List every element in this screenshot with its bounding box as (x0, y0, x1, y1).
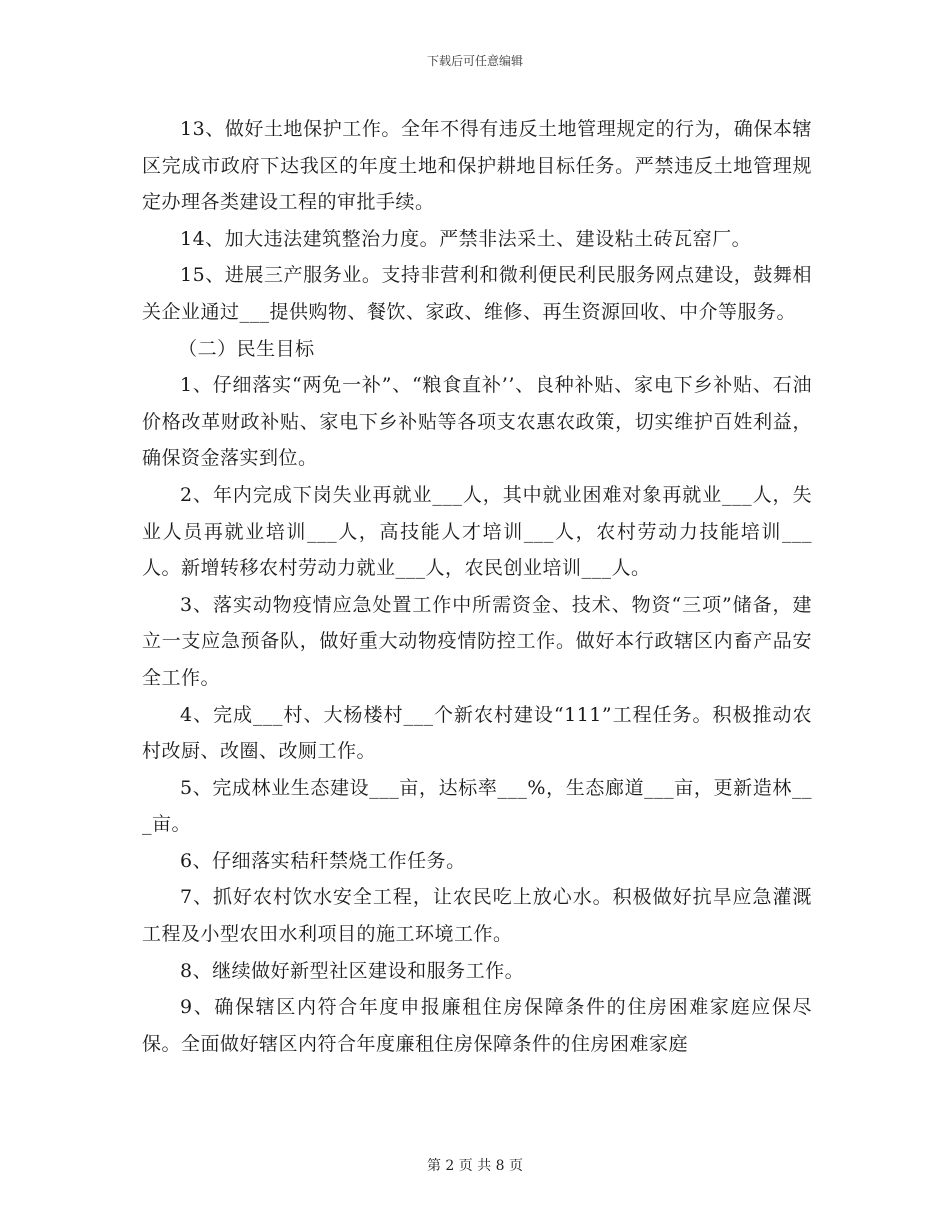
section-heading-livelihood: （二）民生目标 (178, 337, 315, 360)
paragraph-item-9: 9、确保辖区内符合年度申报廉租住房保障条件的住房困难家庭应保尽保。全面做好辖区内符合年度廉租住房保障条件的住房困难家庭 (142, 996, 812, 1055)
paragraph-item-1: 1、仔细落实“两免一补”、“粮食直补’’、良种补贴、家电下乡补贴、石油价格改革财政补贴、家电下乡补贴等各项支农惠农政策，切实维护百姓利益，确保资金落实到位。 (142, 374, 812, 470)
paragraph-item-14: 14、加大违法建筑整治力度。严禁非法采土、建设粘土砖瓦窑厂。 (180, 227, 752, 250)
paragraph-item-13: 13、做好土地保护工作。全年不得有违反土地管理规定的行为，确保本辖区完成市政府下达我区的年度土地和保护耕地目标任务。严禁违反土地管理规定办理各类建设工程的审批手续。 (142, 118, 812, 214)
paragraph-item-2: 2、年内完成下岗失业再就业___人，其中就业困难对象再就业___人，失业人员再就业培训___人，高技能人才培训___人，农村劳动力技能培训___人。新增转移农村劳动力就业___人，农民创业培训___人。 (142, 483, 812, 580)
paragraph-item-7: 7、抓好农村饮水安全工程，让农民吃上放心水。积极做好抗旱应急灌溉工程及小型农田水利项目的施工环境工作。 (142, 886, 812, 946)
paragraph-item-8: 8、继续做好新型社区建设和服务工作。 (180, 959, 525, 982)
page-header: 下载后可任意编辑 (426, 54, 523, 68)
paragraph-item-3: 3、落实动物疫情应急处置工作中所需资金、技术、物资“三项”储备，建立一支应急预备队，做好重大动物疫情防控工作。做好本行政辖区内畜产品安全工作。 (142, 593, 812, 689)
page-number-footer: 第 2 页 共 8 页 (426, 1158, 524, 1174)
paragraph-item-5: 5、完成林业生态建设___亩，达标率___%，生态廊道___亩，更新造林___亩。 (142, 776, 812, 836)
paragraph-item-6: 6、仔细落实秸秆禁烧工作任务。 (180, 849, 466, 872)
document-body (142, 111, 812, 1062)
paragraph-item-4: 4、完成___村、大杨楼村___个新农村建设“111”工程任务。积极推动农村改厨、改圈、改厕工作。 (142, 703, 812, 763)
paragraph-item-15: 15、进展三产服务业。支持非营利和微利便民利民服务网点建设，鼓舞相关企业通过___提供购物、餐饮、家政、维修、再生资源回收、中介等服务。 (142, 264, 812, 323)
